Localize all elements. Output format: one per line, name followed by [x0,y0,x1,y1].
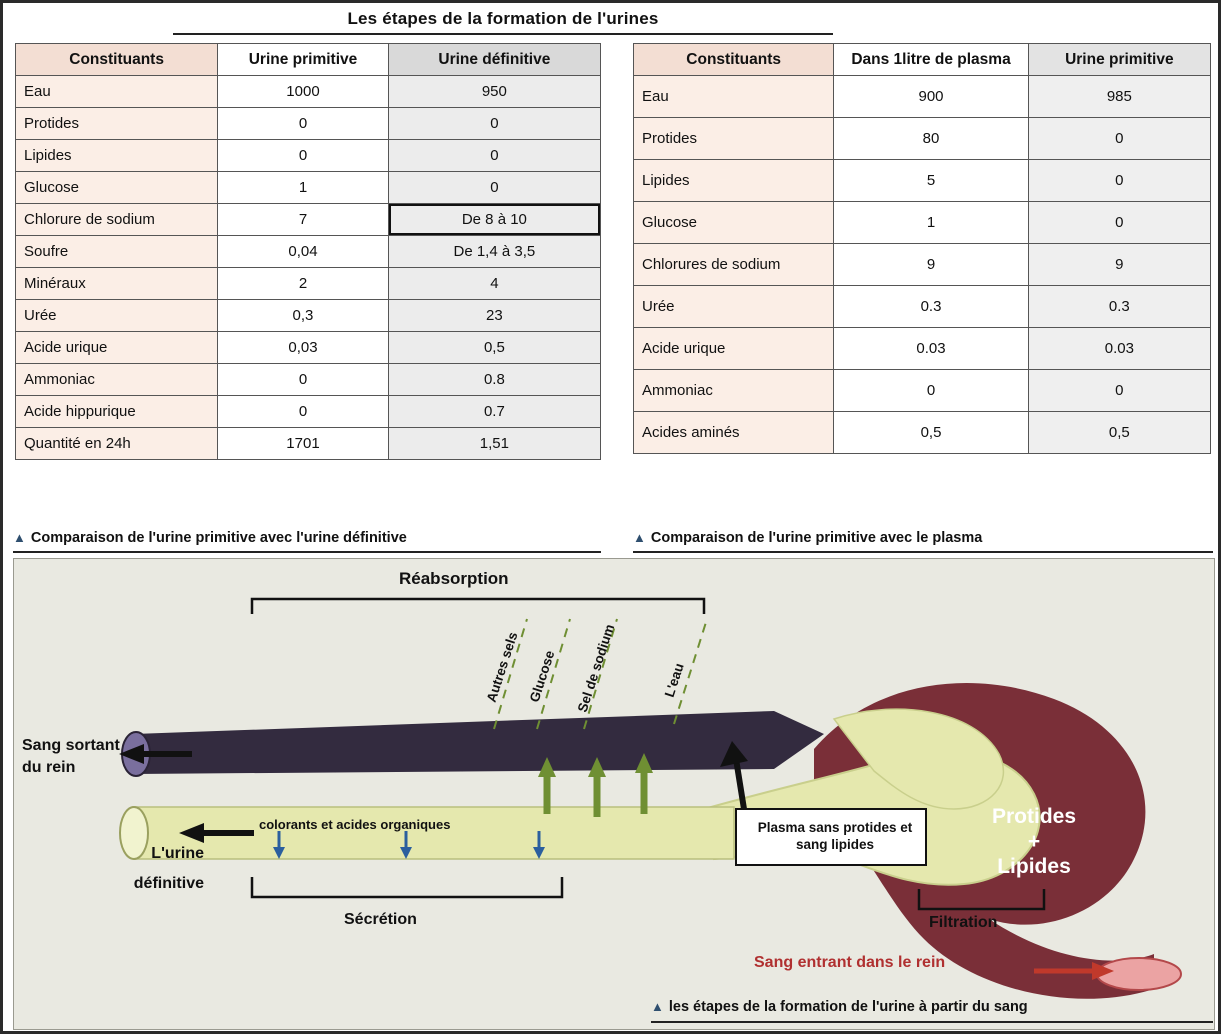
cell-definitive: 0,5 [388,332,600,364]
table-row [634,118,1211,160]
cell-primitive: 0 [218,396,389,428]
cell-definitive: 950 [388,76,600,108]
cell-primitive: 0 [218,140,389,172]
cell-primitive: 0 [1028,370,1210,412]
label-eau: L'eau [661,661,687,699]
cell-plasma: 5 [834,160,1028,202]
cell-primitive: 0,3 [218,300,389,332]
label-glucose: Glucose [526,648,558,704]
cell-plasma: 80 [834,118,1028,160]
cell-plasma: 9 [834,244,1028,286]
cell-primitive: 9 [1028,244,1210,286]
label-autres-sels: Autres sels [483,630,521,704]
cell-constituant: Protides [16,108,218,140]
label-protides-lipides [969,804,1099,879]
table-row [634,370,1211,412]
table-row [16,76,601,108]
cell-primitive: 0,5 [1028,412,1210,454]
cell-definitive: 0 [388,108,600,140]
table-header-row [634,44,1211,76]
cell-definitive: 0 [388,140,600,172]
triangle-icon: ▲ [651,999,664,1014]
cell-plasma: 0.03 [834,328,1028,370]
caption-diagram-text: les étapes de la formation de l'urine à partir du sang [668,999,1028,1015]
label-blood-out-line2: du rein [22,759,76,776]
cell-primitive: 1 [218,172,389,204]
table-header-row [16,44,601,76]
cell-constituant: Acide urique [16,332,218,364]
label-blood-out [22,735,192,779]
cell-plasma: 900 [834,76,1028,118]
cell-primitive: 0,03 [218,332,389,364]
label-plasma-note: Plasma sans protides et sang lipides [757,820,913,852]
cell-constituant: Acide hippurique [16,396,218,428]
caption-table-a-text: Comparaison de l'urine primitive avec l'urine définitive [30,530,407,546]
table-row [16,236,601,268]
cell-primitive: 1701 [218,428,389,460]
table-row [634,328,1211,370]
caption-table-a [13,530,407,546]
column-header-constituants: Constituants [16,44,218,76]
triangle-icon: ▲ [633,530,646,545]
cell-constituant: Soufre [16,236,218,268]
table-row [16,204,601,236]
column-header-urine-primitive: Urine primitive [1028,44,1210,76]
label-protides: Protides [991,805,1077,828]
table-row [16,396,601,428]
label-colorants: colorants et acides organiques [259,817,451,832]
cell-constituant: Lipides [16,140,218,172]
cell-primitive: 0.03 [1028,328,1210,370]
cell-primitive: 0 [1028,160,1210,202]
page-title: Les étapes de la formation de l'urines [173,7,833,35]
afferent-vessel [1097,958,1181,990]
column-header-plasma: Dans 1litre de plasma [834,44,1028,76]
cell-primitive: 0 [1028,202,1210,244]
cell-plasma: 0.3 [834,286,1028,328]
cell-primitive: 7 [218,204,389,236]
caption-diagram [651,999,1028,1015]
cell-plasma: 0,5 [834,412,1028,454]
cell-constituant: Protides [634,118,834,160]
cell-primitive: 0 [218,108,389,140]
cell-definitive: De 1,4 à 3,5 [388,236,600,268]
cell-constituant: Minéraux [16,268,218,300]
label-lipides: Lipides [997,855,1071,878]
cell-plasma: 0 [834,370,1028,412]
cell-definitive: 0.8 [388,364,600,396]
cell-constituant: Eau [634,76,834,118]
table-row [16,300,601,332]
cell-primitive: 2 [218,268,389,300]
triangle-icon: ▲ [13,530,26,545]
table-urine-primitive-vs-definitive [15,43,601,460]
table-row [634,160,1211,202]
caption-rule-b [633,551,1213,553]
blood-tube [134,711,824,774]
cell-constituant: Acide urique [634,328,834,370]
column-header-constituants: Constituants [634,44,834,76]
cell-constituant: Lipides [634,160,834,202]
cell-constituant: Glucose [634,202,834,244]
cell-definitive: 4 [388,268,600,300]
cell-definitive: De 8 à 10 [388,204,600,236]
table-row [16,268,601,300]
table-row [16,332,601,364]
table-row [16,108,601,140]
caption-table-b-text: Comparaison de l'urine primitive avec le plasma [650,530,983,546]
cell-primitive: 0 [218,364,389,396]
cell-primitive: 1000 [218,76,389,108]
cell-constituant: Quantité en 24h [16,428,218,460]
caption-table-b [633,530,982,546]
cell-primitive: 0 [1028,118,1210,160]
label-blood-out-line1: Sang sortant [22,737,120,754]
label-urine-line2: définitive [133,875,204,892]
table-row [16,172,601,204]
cell-definitive: 1,51 [388,428,600,460]
cell-primitive: 0.3 [1028,286,1210,328]
cell-primitive: 985 [1028,76,1210,118]
table-row [634,244,1211,286]
cell-constituant: Acides aminés [634,412,834,454]
column-header-urine-definitive: Urine définitive [388,44,600,76]
cell-plasma: 1 [834,202,1028,244]
table-row [634,412,1211,454]
reabsorption-bracket [252,599,704,614]
nephron-diagram [13,558,1215,1030]
cell-constituant: Eau [16,76,218,108]
label-plus: + [1027,830,1041,853]
cell-definitive: 23 [388,300,600,332]
label-blood-in: Sang entrant dans le rein [754,954,946,971]
cell-constituant: Ammoniac [16,364,218,396]
label-reabsorption: Réabsorption [399,569,509,588]
secretion-bracket [252,877,562,897]
cell-constituant: Chlorures de sodium [634,244,834,286]
table-urine-primitive-vs-plasma [633,43,1211,454]
table-row [16,364,601,396]
cell-constituant: Glucose [16,172,218,204]
column-header-urine-primitive: Urine primitive [218,44,389,76]
label-filtration: Filtration [929,914,998,931]
cell-definitive: 0 [388,172,600,204]
cell-constituant: Urée [16,300,218,332]
label-sel-de-sodium: Sel de sodium [574,622,618,714]
cell-constituant: Ammoniac [634,370,834,412]
label-urine-definitive [84,839,204,899]
table-row [16,428,601,460]
cell-constituant: Urée [634,286,834,328]
cell-primitive: 0,04 [218,236,389,268]
label-urine-line1: L'urine [151,845,204,862]
caption-rule-a [13,551,601,553]
label-secretion: Sécrétion [344,911,417,928]
cell-definitive: 0.7 [388,396,600,428]
table-row [16,140,601,172]
table-row [634,202,1211,244]
cell-constituant: Chlorure de sodium [16,204,218,236]
table-row [634,76,1211,118]
caption-rule-c [651,1021,1213,1023]
table-row [634,286,1211,328]
